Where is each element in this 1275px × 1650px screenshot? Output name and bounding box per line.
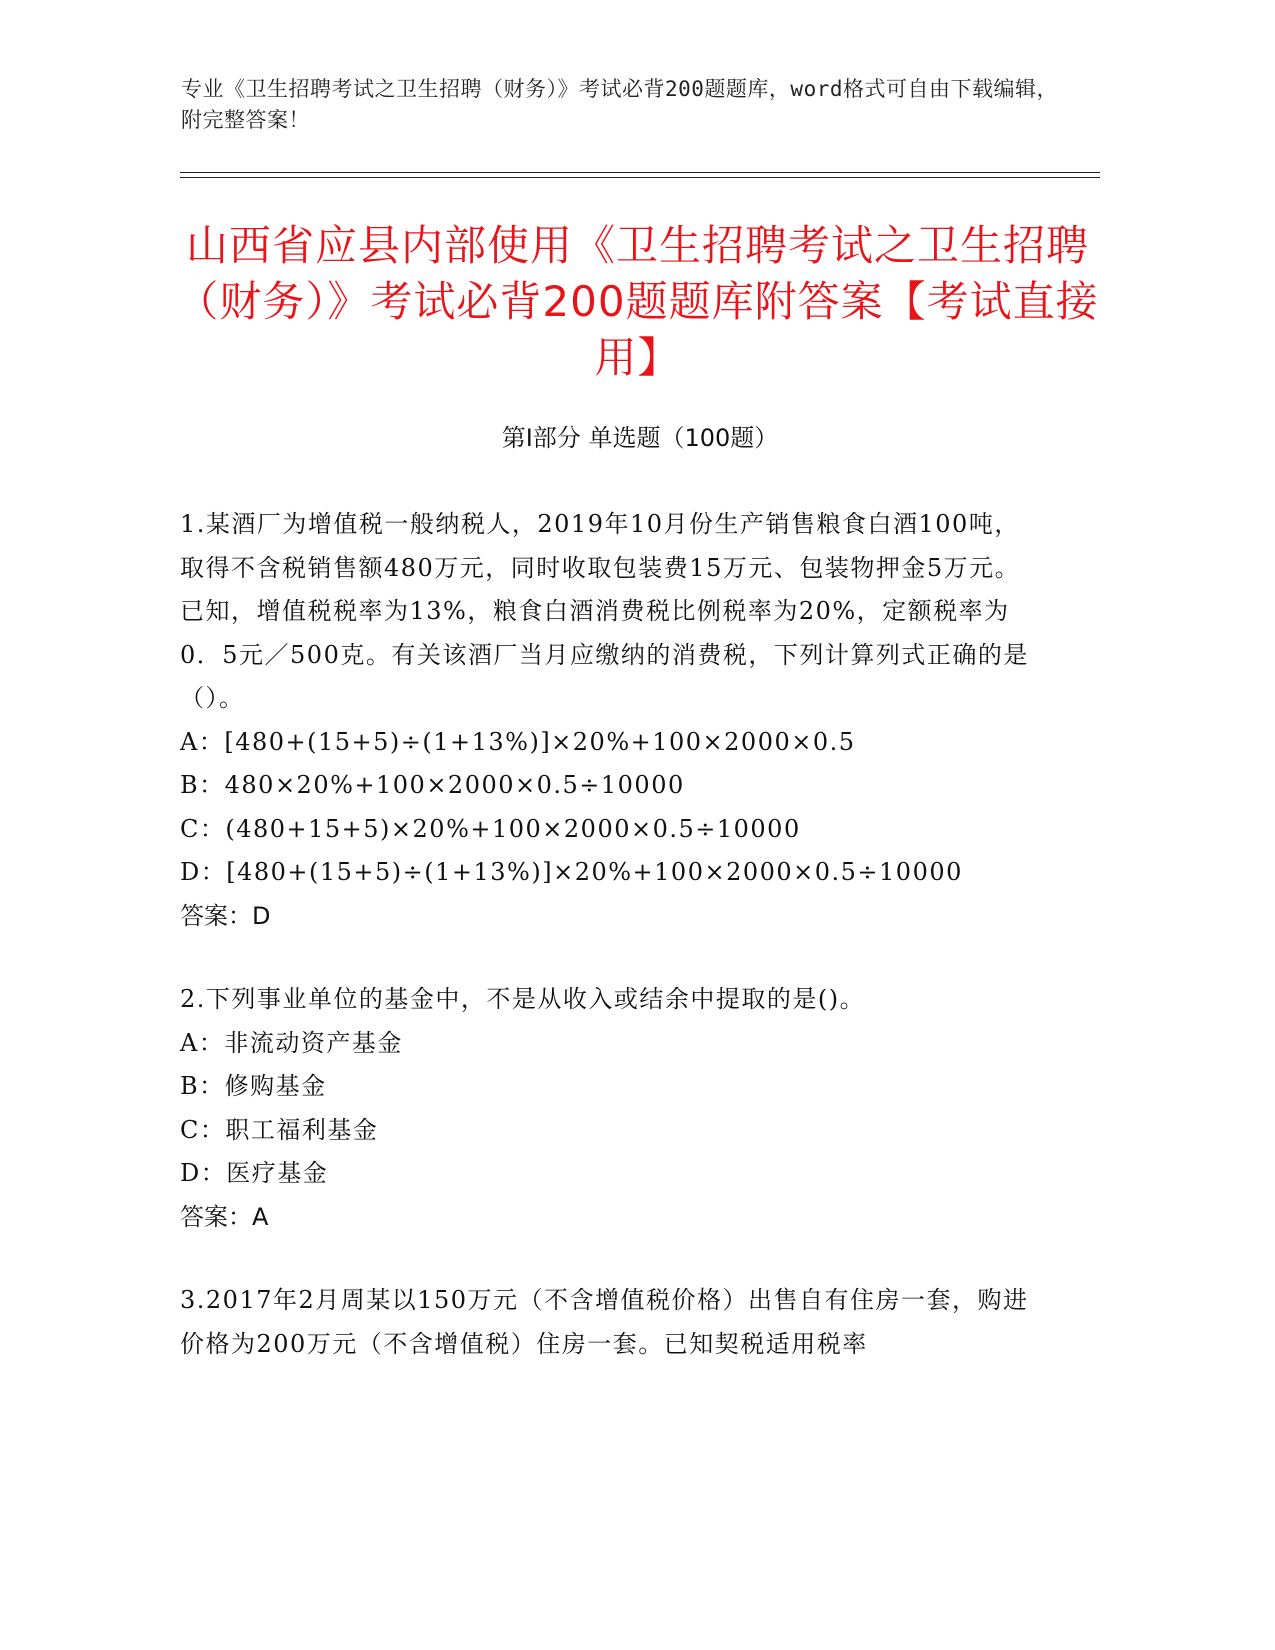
option-b: B：480×20%+100×2000×0.5÷10000 bbox=[180, 771, 685, 799]
question-text: 2.下列事业单位的基金中，不是从收入或结余中提取的是()。 bbox=[180, 985, 866, 1013]
option-a: A：[480+(15+5)÷(1+13%)]×20%+100×2000×0.5 bbox=[180, 727, 856, 756]
answer-label: 答案： bbox=[180, 901, 252, 930]
answer-label: 答案： bbox=[180, 1202, 252, 1231]
question-2 bbox=[180, 978, 1040, 1239]
header-note: 专业《卫生招聘考试之卫生招聘（财务）》考试必背200题题库，word格式可自由下载编辑，附完整答案！ bbox=[181, 77, 1058, 132]
answer-line bbox=[180, 1196, 1040, 1240]
answer-line bbox=[180, 895, 1040, 939]
question-3 bbox=[180, 1279, 1040, 1366]
answer-value: A bbox=[252, 1202, 269, 1231]
option-b: B：修购基金 bbox=[180, 1072, 327, 1100]
question-1 bbox=[180, 503, 1040, 938]
section-heading: 第I部分 单选题（100题） bbox=[501, 424, 779, 452]
document-title: 山西省应县内部使用《卫生招聘考试之卫生招聘（财务）》考试必背200题题库附答案【考试直接用】 bbox=[176, 221, 1099, 382]
question-text: 3.2017年2月周某以150万元（不含增值税价格）出售自有住房一套，购进价格为200万元（不含增值税）住房一套。已知契税适用税率 bbox=[180, 1286, 1029, 1358]
option-a: A：非流动资产基金 bbox=[180, 1028, 403, 1057]
question-list bbox=[180, 503, 1040, 1406]
answer-value: D bbox=[252, 901, 271, 930]
header-divider-top bbox=[180, 172, 1100, 173]
option-d: D：医疗基金 bbox=[180, 1159, 329, 1187]
option-c: C：职工福利基金 bbox=[180, 1115, 379, 1144]
option-d: D：[480+(15+5)÷(1+13%)]×20%+100×2000×0.5÷10000 bbox=[180, 858, 963, 886]
question-text: 1.某酒厂为增值税一般纳税人，2019年10月份生产销售粮食白酒100吨，取得不含税销售额480万元，同时收取包装费15万元、包装物押金5万元。已知，增值税税率为13%，粮食白酒消费税比例税率为20%，定额税率为0．5元／500克。有关该酒厂当月应缴纳的消费税，下列计算列式正确的是（）。 bbox=[180, 510, 1029, 712]
header-divider-bottom bbox=[180, 177, 1100, 178]
option-c: C：(480+15+5)×20%+100×2000×0.5÷10000 bbox=[180, 814, 801, 843]
